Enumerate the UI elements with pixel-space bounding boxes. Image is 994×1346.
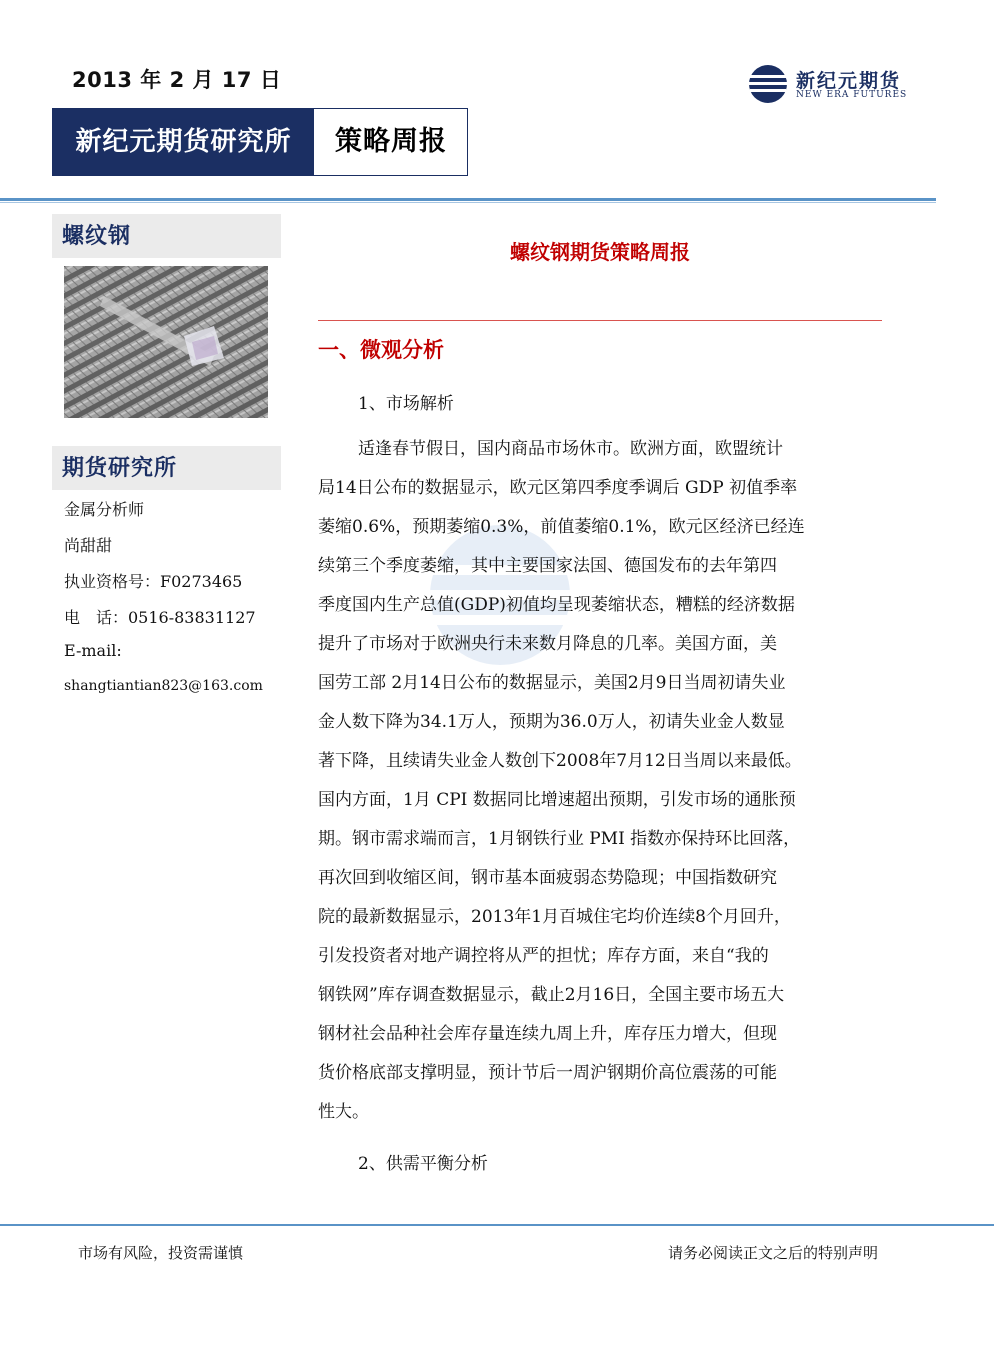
- title-divider: [318, 320, 882, 321]
- logo-text-cn: 新纪元期货: [796, 70, 902, 92]
- header-divider: [0, 198, 936, 201]
- paragraph-line: 性大。: [318, 1102, 369, 1122]
- rebar-photo: [64, 266, 268, 418]
- header-divider-thin: [0, 202, 936, 203]
- subsection-market-analysis: 1、市场解析: [358, 394, 454, 414]
- report-date: 2013 年 2 月 17 日: [72, 68, 282, 92]
- paragraph-line: 提升了市场对于欧洲央行未来数月降息的几率。美国方面，美: [318, 634, 777, 654]
- analyst-name: 尚甜甜: [64, 536, 113, 555]
- document-title: 螺纹钢期货策略周报: [510, 240, 690, 264]
- paragraph-line: 局14日公布的数据显示，欧元区第四季度季调后 GDP 初值季率: [318, 478, 798, 498]
- company-logo: [748, 62, 928, 108]
- footer-disclaimer-notice: 请务必阅读正文之后的特别声明: [668, 1244, 879, 1262]
- paragraph-line: 国劳工部 2月14日公布的数据显示，美国2月9日当周初请失业: [318, 673, 786, 693]
- section-heading-micro-analysis: 一、微观分析: [318, 338, 444, 362]
- paragraph-line: 季度国内生产总值(GDP)初值均呈现萎缩状态，糟糕的经济数据: [318, 595, 795, 615]
- analyst-license: 执业资格号：F0273465: [64, 572, 243, 591]
- paragraph-line: 钢材社会品种社会库存量连续九周上升，库存压力增大，但现: [318, 1024, 777, 1044]
- paragraph-line: 适逢春节假日，国内商品市场休市。欧洲方面，欧盟统计: [358, 439, 783, 459]
- analyst-role: 金属分析师: [64, 500, 145, 519]
- report-title-banner: [52, 108, 468, 176]
- paragraph-line: 金人数下降为34.1万人，预期为36.0万人，初请失业金人数显: [318, 712, 785, 732]
- paragraph-line: 期。钢市需求端而言，1月钢铁行业 PMI 指数亦保持环比回落，: [318, 829, 801, 849]
- email-label: E-mail:: [64, 641, 122, 660]
- institute-name: 新纪元期货研究所: [53, 109, 314, 175]
- analyst-phone: 电 话：0516-83831127: [64, 608, 256, 627]
- analyst-email[interactable]: shangtiantian823@163.com: [64, 678, 263, 694]
- globe-logo-icon: [748, 64, 788, 104]
- paragraph-line: 再次回到收缩区间，钢市基本面疲弱态势隐现；中国指数研究: [318, 868, 777, 888]
- paragraph-line: 货价格底部支撑明显，预计节后一周沪钢期价高位震荡的可能: [318, 1063, 777, 1083]
- report-type: 策略周报: [335, 126, 447, 157]
- subsection-supply-demand: 2、供需平衡分析: [358, 1154, 488, 1174]
- paragraph-line: 钢铁网”库存调查数据显示，截止2月16日，全国主要市场五大: [318, 985, 785, 1005]
- footer-risk-notice: 市场有风险，投资需谨慎: [78, 1244, 244, 1262]
- paragraph-line: 引发投资者对地产调控将从严的担忧；库存方面，来自“我的: [318, 946, 769, 966]
- market-analysis-paragraph: [318, 430, 878, 1132]
- sidebar-institute-heading: 期货研究所: [52, 446, 281, 490]
- paragraph-line: 国内方面，1月 CPI 数据同比增速超出预期，引发市场的通胀预: [318, 790, 796, 810]
- footer-divider: [0, 1224, 994, 1226]
- paragraph-line: 萎缩0.6%，预期萎缩0.3%，前值萎缩0.1%，欧元区经济已经连: [318, 517, 805, 537]
- paragraph-line: 院的最新数据显示，2013年1月百城住宅均价连续8个月回升，: [318, 907, 791, 927]
- paragraph-line: 续第三个季度萎缩，其中主要国家法国、德国发布的去年第四: [318, 556, 777, 576]
- paragraph-line: 著下降，且续请失业金人数创下2008年7月12日当周以来最低。: [318, 751, 802, 771]
- logo-text-en: NEW ERA FUTURES: [796, 90, 908, 100]
- sidebar-product-heading: 螺纹钢: [52, 214, 281, 258]
